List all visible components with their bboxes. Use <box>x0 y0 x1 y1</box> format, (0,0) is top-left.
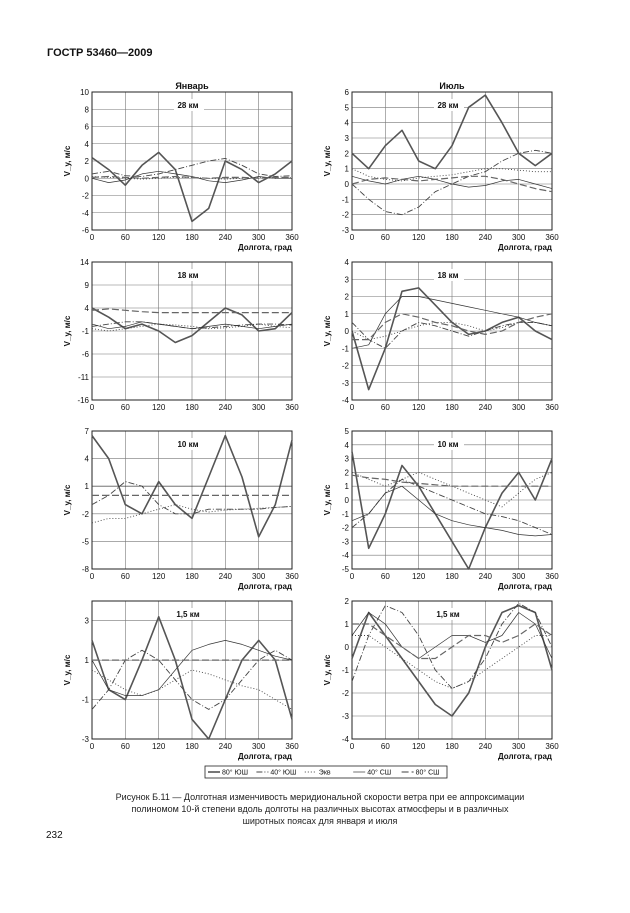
altitude-annotation: 18 км <box>437 271 459 280</box>
x-tick-label: 60 <box>120 233 130 242</box>
x-axis-label: Долгота, град <box>497 752 552 761</box>
x-tick-label: 180 <box>185 572 199 581</box>
x-tick-label: 0 <box>349 742 355 751</box>
y-tick-label: 7 <box>84 427 89 436</box>
y-tick-label: 2 <box>344 292 349 302</box>
y-tick-label: 1 <box>344 482 349 492</box>
x-tick-label: 180 <box>445 233 459 242</box>
x-tick-label: 60 <box>120 572 130 581</box>
x-tick-label: 60 <box>380 572 390 581</box>
x-axis-label: Долгота, град <box>237 243 292 252</box>
x-tick-label: 240 <box>478 403 493 412</box>
y-tick-label: 4 <box>84 304 89 313</box>
x-tick-label: 360 <box>545 572 559 581</box>
y-tick-label: 3 <box>344 275 349 285</box>
legend-label-5: 80° СШ <box>415 769 440 777</box>
altitude-annotation: 1,5 км <box>436 610 460 619</box>
y-tick-label: 0 <box>84 174 89 184</box>
y-tick-label: -1 <box>81 695 89 705</box>
y-tick-label: -2 <box>341 523 349 533</box>
y-tick-label: 0 <box>344 180 349 189</box>
y-tick-label: -3 <box>341 712 349 721</box>
chart-panel-6 <box>323 427 559 591</box>
y-tick-label: 4 <box>84 139 89 149</box>
x-tick-label: 300 <box>511 233 526 242</box>
y-tick-label: -2 <box>341 210 349 220</box>
caption-line-1: Рисунок Б.11 — Долготная изменчивость меридиональной скорости ветра при ее аппроксимации <box>115 792 525 802</box>
y-tick-label: 4 <box>344 440 349 450</box>
x-tick-label: 300 <box>251 233 266 242</box>
y-axis-label: V_y, м/с <box>63 145 72 177</box>
x-tick-label: 0 <box>89 572 95 581</box>
y-tick-label: -4 <box>341 396 349 405</box>
x-tick-label: 240 <box>478 742 493 751</box>
x-tick-label: 360 <box>545 233 559 242</box>
x-tick-label: 300 <box>251 572 266 581</box>
legend-label-2: 40° ЮШ <box>270 769 297 777</box>
caption-line-3: широтных поясах для января и июля <box>242 816 398 826</box>
page-number: 232 <box>46 830 63 841</box>
x-tick-label: 60 <box>380 742 390 751</box>
y-tick-label: -3 <box>341 378 349 388</box>
y-axis-label: V_y, м/с <box>323 654 332 686</box>
x-tick-label: 300 <box>511 403 526 412</box>
chart-panel-7 <box>63 601 299 761</box>
altitude-annotation: 10 км <box>437 440 459 449</box>
x-tick-label: 300 <box>251 403 266 412</box>
x-tick-label: 360 <box>285 572 299 581</box>
y-tick-label: 5 <box>344 427 349 436</box>
x-tick-label: 240 <box>478 572 493 581</box>
x-tick-label: 300 <box>251 742 266 751</box>
y-axis-label: V_y, м/с <box>63 315 72 347</box>
chart-panel-2 <box>323 81 559 252</box>
x-axis-label: Долгота, град <box>497 243 552 252</box>
y-tick-label: -11 <box>78 373 89 382</box>
y-tick-label: 3 <box>84 616 89 626</box>
y-tick-label: -1 <box>341 666 349 675</box>
altitude-annotation: 28 км <box>177 101 199 110</box>
y-tick-label: 1 <box>344 620 349 629</box>
y-tick-label: 14 <box>80 258 89 267</box>
y-tick-label: -2 <box>81 191 89 201</box>
x-tick-label: 180 <box>185 742 199 751</box>
x-tick-label: 360 <box>285 403 299 412</box>
y-axis-label: V_y, м/с <box>323 315 332 347</box>
y-tick-label: -4 <box>341 735 349 744</box>
x-tick-label: 240 <box>218 403 233 412</box>
x-tick-label: 360 <box>545 742 559 751</box>
legend-label-1: 80° ЮШ <box>222 769 249 777</box>
y-tick-label: -3 <box>81 735 89 744</box>
chart-panel-5 <box>63 427 299 591</box>
y-axis-label: V_y, м/с <box>323 145 332 177</box>
x-tick-label: 60 <box>120 403 130 412</box>
y-tick-label: 2 <box>344 597 349 606</box>
altitude-annotation: 18 км <box>177 271 199 280</box>
y-tick-label: 9 <box>84 281 89 290</box>
caption-line-2: полиномом 10-й степени вдоль долготы на различных высотах атмосферы и в различных <box>131 804 509 814</box>
x-tick-label: 0 <box>89 403 95 412</box>
y-axis-label: V_y, м/с <box>63 654 72 686</box>
chart-panel-1 <box>63 81 299 252</box>
altitude-annotation: 10 км <box>177 440 199 449</box>
x-tick-label: 0 <box>89 742 95 751</box>
x-tick-label: 180 <box>445 742 459 751</box>
legend-label-3: Экв <box>318 769 331 777</box>
x-tick-label: 0 <box>349 572 355 581</box>
x-axis-label: Долгота, град <box>237 582 292 591</box>
x-tick-label: 180 <box>445 403 459 412</box>
x-tick-label: 120 <box>411 742 426 751</box>
x-tick-label: 240 <box>218 233 233 242</box>
y-tick-label: 6 <box>344 88 349 97</box>
y-tick-label: -6 <box>81 350 89 359</box>
x-tick-label: 300 <box>511 742 526 751</box>
x-tick-label: 60 <box>120 742 130 751</box>
altitude-annotation: 28 км <box>437 101 459 110</box>
y-tick-label: 0 <box>344 643 349 652</box>
chart-title: Январь <box>175 81 209 91</box>
y-tick-label: 4 <box>344 118 349 128</box>
y-tick-label: 1 <box>344 164 349 174</box>
y-tick-label: 8 <box>84 105 89 115</box>
x-tick-label: 180 <box>185 403 199 412</box>
y-tick-label: 10 <box>80 88 89 97</box>
x-tick-label: 120 <box>151 403 166 412</box>
x-tick-label: 240 <box>218 742 233 751</box>
x-tick-label: 120 <box>151 742 166 751</box>
y-tick-label: -1 <box>81 327 89 336</box>
legend-label-4: 40° СШ <box>367 769 392 777</box>
chart-title: Июль <box>439 81 465 91</box>
x-tick-label: 120 <box>151 233 166 242</box>
y-axis-label: V_y, м/с <box>63 484 72 516</box>
x-tick-label: 60 <box>380 233 390 242</box>
chart-panel-4 <box>323 258 559 412</box>
x-tick-label: 120 <box>411 233 426 242</box>
y-tick-label: -1 <box>341 509 349 519</box>
y-tick-label: -8 <box>81 565 89 574</box>
x-tick-label: 360 <box>285 233 299 242</box>
x-tick-label: 0 <box>349 233 355 242</box>
y-tick-label: 2 <box>344 468 349 478</box>
y-tick-label: 1 <box>84 656 89 666</box>
document-header: ГОСТР 53460—2009 <box>47 47 153 59</box>
x-tick-label: 240 <box>478 233 493 242</box>
y-tick-label: 2 <box>84 157 89 166</box>
x-tick-label: 240 <box>218 572 233 581</box>
y-tick-label: 0 <box>344 496 349 505</box>
x-tick-label: 180 <box>445 572 459 581</box>
y-tick-label: -2 <box>81 509 89 519</box>
y-tick-label: 2 <box>344 149 349 159</box>
y-tick-label: -2 <box>341 361 349 371</box>
legend <box>205 766 447 778</box>
x-tick-label: 0 <box>89 233 95 242</box>
y-tick-label: -5 <box>81 537 89 547</box>
x-tick-label: 120 <box>411 572 426 581</box>
y-tick-label: -4 <box>341 551 349 561</box>
altitude-annotation: 1,5 км <box>176 610 200 619</box>
y-tick-label: 6 <box>84 122 89 132</box>
y-tick-label: -6 <box>81 226 89 235</box>
x-axis-label: Долгота, град <box>497 582 552 591</box>
x-tick-label: 360 <box>545 403 559 412</box>
y-tick-label: 1 <box>344 309 349 319</box>
y-tick-label: 4 <box>344 258 349 267</box>
y-axis-label: V_y, м/с <box>323 484 332 516</box>
y-tick-label: 4 <box>84 454 89 464</box>
chart-panel-8 <box>323 597 559 761</box>
x-tick-label: 180 <box>185 233 199 242</box>
chart-panel-3 <box>63 258 299 412</box>
y-tick-label: -4 <box>81 208 89 218</box>
x-tick-label: 120 <box>411 403 426 412</box>
x-tick-label: 300 <box>511 572 526 581</box>
y-tick-label: 3 <box>344 134 349 143</box>
y-tick-label: 5 <box>344 103 349 113</box>
y-tick-label: -1 <box>341 195 349 205</box>
x-tick-label: 60 <box>380 403 390 412</box>
x-axis-label: Долгота, град <box>237 752 292 761</box>
x-tick-label: 120 <box>151 572 166 581</box>
y-tick-label: 1 <box>84 482 89 492</box>
y-tick-label: -1 <box>341 344 349 354</box>
y-tick-label: -3 <box>341 537 349 547</box>
y-tick-label: -2 <box>341 689 349 698</box>
y-tick-label: -5 <box>341 565 349 574</box>
y-tick-label: 3 <box>344 454 349 464</box>
y-tick-label: -16 <box>77 396 89 405</box>
figure-caption <box>60 791 580 827</box>
x-tick-label: 0 <box>349 403 355 412</box>
x-tick-label: 360 <box>285 742 299 751</box>
y-tick-label: 0 <box>344 327 349 336</box>
y-tick-label: -3 <box>341 226 349 235</box>
